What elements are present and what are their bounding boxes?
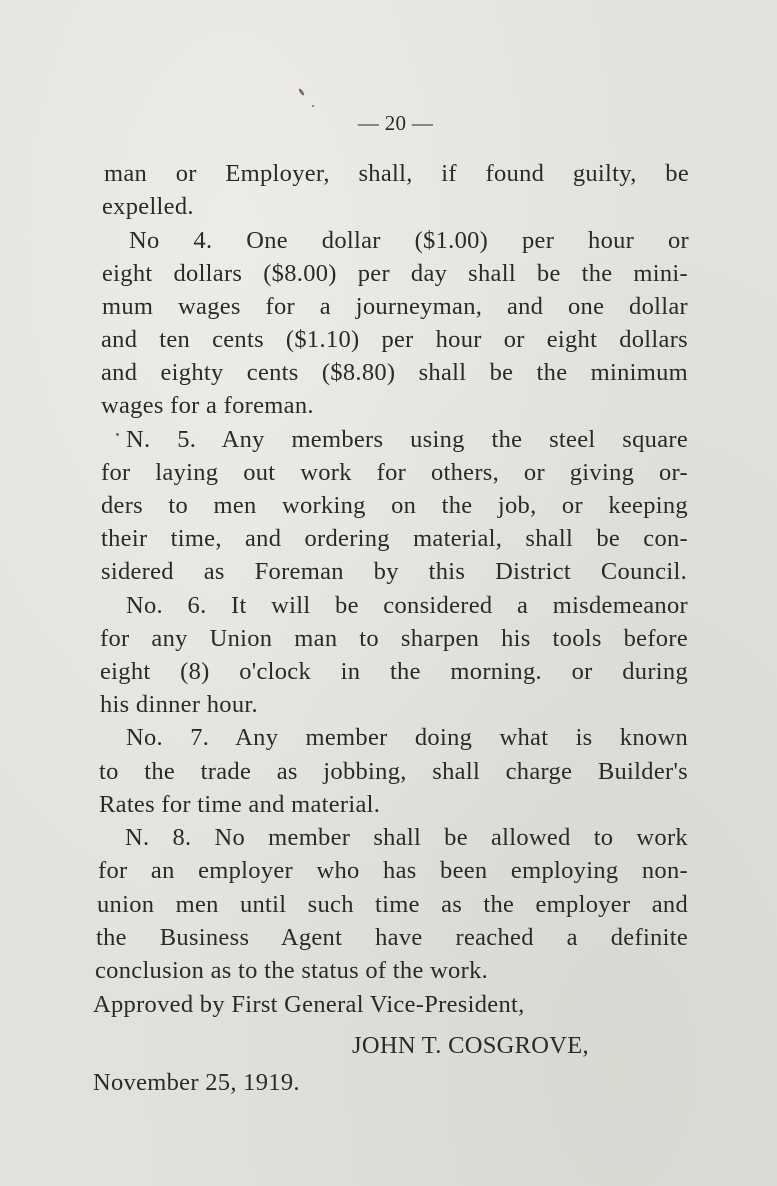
signature: JOHN T. COSGROVE, [352,1032,589,1059]
text-line-15: for any Union man to sharpen his tools before [100,625,688,652]
text-line-24: the Business Agent have reached a definite [96,924,688,951]
text-line-2: expelled. [102,193,194,220]
text-line-8: wages for a foreman. [101,392,314,419]
text-line-6: and ten cents ($1.10) per hour or eight dollars [101,326,688,353]
text-line-1: man or Employer, shall, if found guilty, be [104,160,689,187]
text-line-23: union men until such time as the employer and [97,891,688,918]
text-line-18: No. 7. Any member doing what is known [126,724,688,751]
text-line-10: for laying out work for others, or giving or- [101,459,688,486]
text-line-22: for an employer who has been employing non- [98,857,688,884]
text-line-19: to the trade as jobbing, shall charge Builder's [99,758,688,785]
page-number: — 20 — [357,111,434,135]
text-line-16: eight (8) o'clock in the morning. or during [100,658,688,685]
text-line-11: ders to men working on the job, or keeping [101,492,688,519]
text-line-26: Approved by First General Vice-President, [93,991,525,1018]
text-line-13: sidered as Foreman by this District Council. [101,558,687,585]
text-line-7: and eighty cents ($8.80) shall be the minimum [101,359,688,386]
paper-speck [298,88,305,96]
text-line-5: mum wages for a journeyman, and one dollar [102,293,688,320]
text-line-14: No. 6. It will be considered a misdemeanor [126,592,688,619]
text-line-4: eight dollars ($8.00) per day shall be the mini- [102,260,688,287]
text-line-21: N. 8. No member shall be allowed to work [125,824,688,851]
text-line-3: No 4. One dollar ($1.00) per hour or [129,227,689,254]
text-line-25: conclusion as to the status of the work. [95,957,489,984]
text-line-20: Rates for time and material. [99,791,381,818]
text-line-12: their time, and ordering material, shall be con- [101,525,688,552]
paper-speck [116,433,119,436]
text-line-17: his dinner hour. [100,691,258,718]
date-line: November 25, 1919. [93,1069,300,1096]
paper-speck [312,105,314,107]
text-line-9: N. 5. Any members using the steel square [126,426,688,453]
